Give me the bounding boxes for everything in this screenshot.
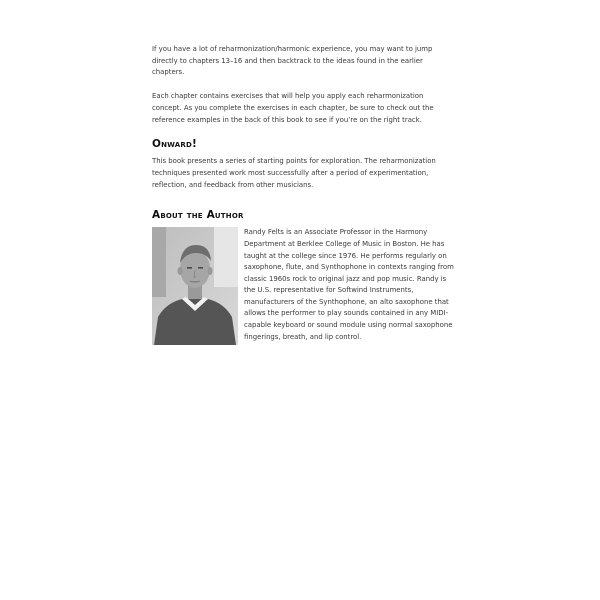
author-photo: [152, 227, 238, 345]
intro-paragraph-2: Each chapter contains exercises that will help you apply each reharmonization concept. As you complete the exercises in each chapter, be sure to check out the reference examples in the back of this book to see if you’re on the right track.: [152, 92, 434, 124]
page-content: [152, 44, 452, 347]
about-author-heading: About the Author: [152, 209, 244, 222]
author-section: [152, 227, 452, 347]
author-portrait-image: [152, 227, 238, 345]
intro-paragraph-1: If you have a lot of reharmonization/harmonic experience, you may want to jump directly to chapters 13–16 and then backtrack to the ideas found in the earlier chapters.: [152, 45, 433, 77]
author-bio: Randy Felts is an Associate Professor in the Harmony Department at Berklee College of Music in Boston. He has taught at the college since 1976. He performs regularly on saxophone, flute, and Synthophone in contexts ranging from classic 1960s rock to original jazz and pop music. Randy is the U.S. representative for Softwind Instruments, manufacturers of the Synthophone, an alto saxophone that allows the performer to play sounds contained in any MIDI-capable keyboard or sound module using normal saxophone fingerings, breath, and lip control.: [244, 228, 454, 341]
onward-paragraph: This book presents a series of starting points for exploration. The reharmonization techniques presented work most successfully after a period of experimentation, reflection, and feedback from other musicians.: [152, 157, 436, 189]
onward-heading: Onward!: [152, 138, 197, 151]
